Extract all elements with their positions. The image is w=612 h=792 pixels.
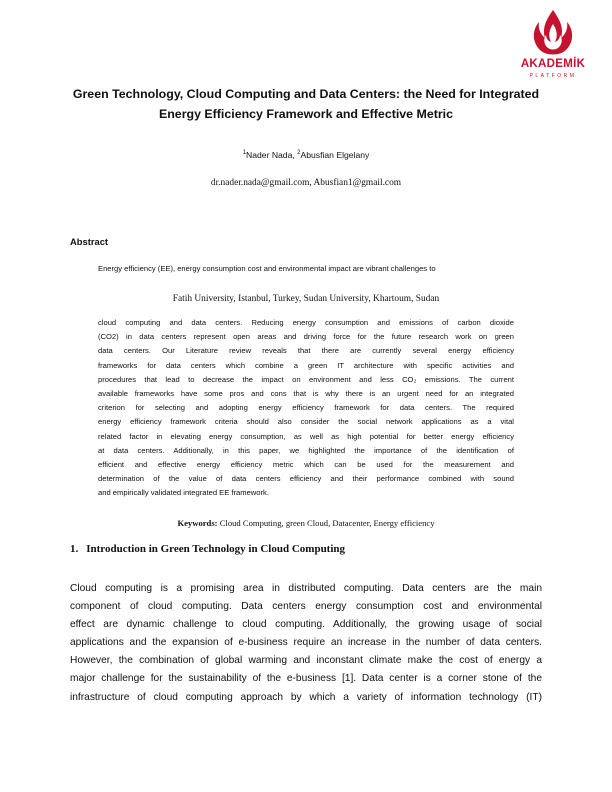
author-2: Abusfian Elgelany	[300, 150, 370, 160]
abstract-line: criterion for selecting and adopting energy efficiency framework for data centers. The required	[98, 403, 514, 413]
abstract-heading: Abstract	[70, 236, 109, 247]
abstract-line: energy efficiency framework criteria should also consider the social network applications as a vital	[98, 417, 514, 427]
section-number: 1.	[70, 543, 79, 555]
title-line-1: Green Technology, Cloud Computing and Data Centers: the Need for Integrated	[72, 87, 540, 101]
abstract-line: cloud computing and data centers. Reducing energy consumption and emissions of carbon dioxide	[98, 318, 514, 327]
logo-subtitle: PLATFORM	[529, 73, 577, 79]
body-line: major challenge for the sustainability of the e-business [1]. Data center is a corner stone of the	[70, 673, 542, 685]
author-2-sup: 2	[297, 150, 301, 157]
keywords	[0, 518, 612, 528]
paper-title	[40, 84, 572, 124]
body-line: infrastructure of cloud computing approach by which a variety of information technology (IT)	[70, 691, 542, 703]
abstract-line: procedures that lead to decrease the impact on environment and less CO₂ emissions. The current	[98, 374, 514, 384]
author-1-sup: 1	[242, 150, 247, 157]
keywords-text: Cloud Computing, green Cloud, Datacenter, Energy efficiency	[217, 518, 435, 528]
abstract-body	[98, 316, 514, 501]
flame-icon	[518, 8, 588, 58]
abstract-line: (CO2) in data centers represent open areas and driving force for the future research work on green	[98, 332, 514, 342]
section-title: Introduction in Green Technology in Cloud Computing	[86, 543, 346, 555]
body-line: component of cloud computing. Data centers energy consumption cost and environmental	[70, 601, 542, 613]
abstract-last-line: and empirically validated integrated EE framework.	[98, 488, 269, 498]
body-line: effect are dynamic challenge to cloud computing. Additionally, the growing usage of social	[70, 619, 542, 631]
author-emails: dr.nader.nada@gmail.com, Abusfian1@gmail.com	[210, 178, 402, 188]
abstract-line: available frameworks have some pros and cons that is why there is an urgent need for an integrated	[98, 389, 514, 399]
abstract-line: data centers. Our Literature review reveals that there are currently several energy efficiency	[98, 346, 514, 356]
abstract-line: related factor in elevating energy consumption, as well as high potential for better energy efficiency	[98, 431, 514, 441]
body-text	[70, 580, 542, 707]
authors	[0, 150, 612, 160]
author-1: Nader Nada,	[246, 150, 298, 160]
affiliation: Fatih University, Istanbul, Turkey, Sudan University, Khartoum, Sudan	[172, 294, 440, 304]
abstract-first-line: Energy efficiency (EE), energy consumption cost and environmental impact are vibrant challenges to	[98, 264, 436, 273]
body-line: However, the combination of global warming and inconstant climate make the cost of energy a	[70, 655, 542, 667]
body-line: applications and the expansion of e-business require an increase in the number of data centers.	[70, 637, 542, 649]
abstract-line: determination of the value of data centers efficiency and their performance combined with sound	[98, 474, 514, 484]
keywords-label: Keywords:	[177, 518, 218, 528]
akademik-logo	[518, 8, 588, 88]
title-line-2: Energy Efficiency Framework and Effective Metric	[158, 107, 454, 121]
abstract-line: at data centers. Additionally, in this paper, we highlighted the importance of the identification of	[98, 445, 514, 455]
abstract-line: frameworks for data centers which combine a green IT architecture with specific activities and	[98, 360, 514, 370]
body-line: Cloud computing is a promising area in distributed computing. Data centers are the main	[70, 583, 542, 594]
section-heading	[70, 543, 353, 555]
logo-brand: AKADEMİK	[520, 58, 586, 70]
abstract-line: efficient and effective energy efficiency metric which can be used for the measurement and	[98, 460, 514, 470]
